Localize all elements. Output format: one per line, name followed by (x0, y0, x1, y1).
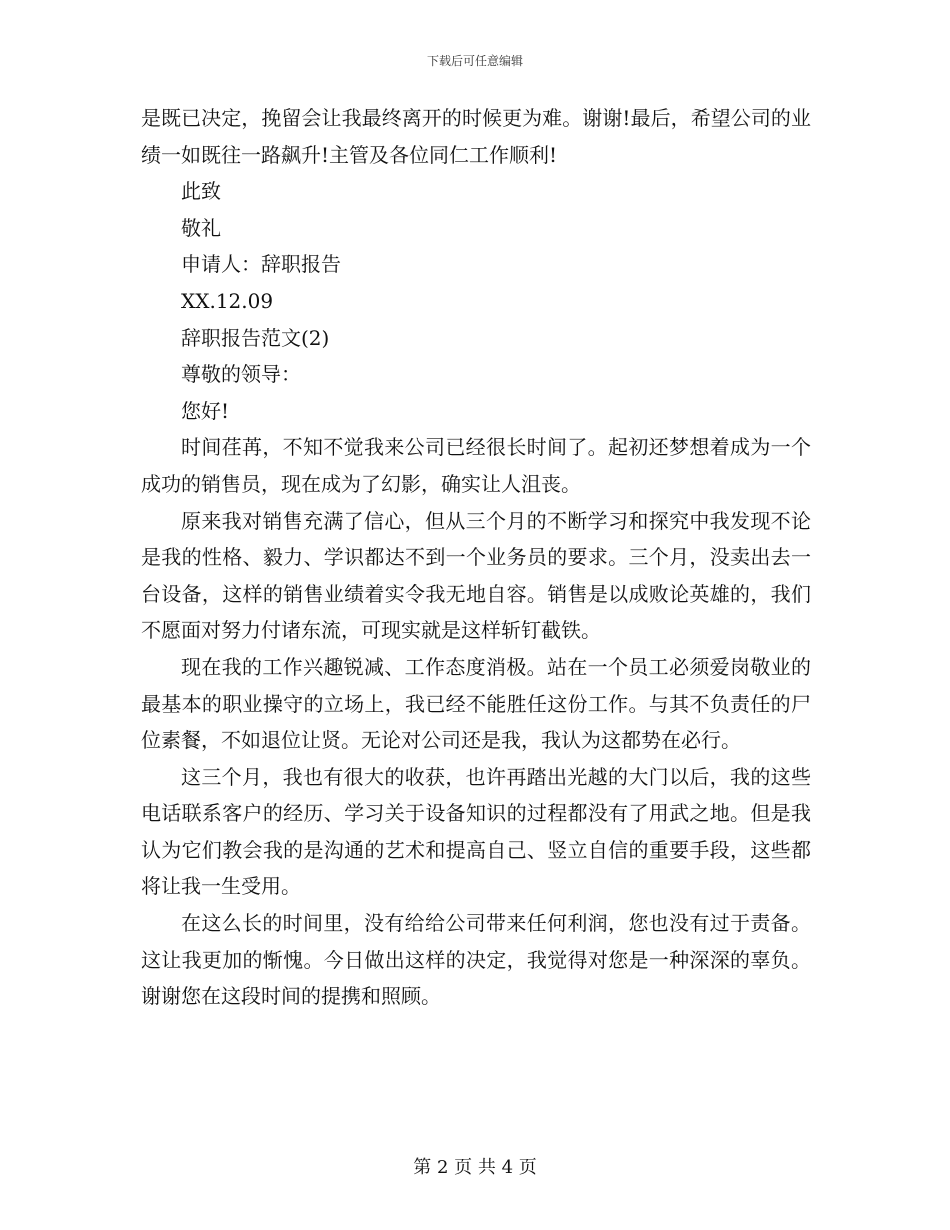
paragraph-gains: 这三个月，我也有很大的收获，也许再踏出光越的大门以后，我的这些电话联系客户的经历、学习关于设备知识的过程都没有了用武之地。但是我认为它们教会我的是沟通的艺术和提高自己、竖立自信的重要手段，这些都将让我一生受用。 (141, 764, 811, 899)
section-title: 辞职报告范文(2) (181, 325, 330, 350)
paragraph-1: 是既已决定，挽留会让我最终离开的时候更为难。谢谢!最后，希望公司的业绩一如既往一路飙升!主管及各位同仁工作顺利! (141, 106, 811, 167)
greeting-hello: 您好! (181, 398, 230, 423)
page-header-note: 下载后可任意编辑 (426, 54, 523, 68)
paragraph-attitude: 现在我的工作兴趣锐减、工作态度消极。站在一个员工必须爱岗敬业的最基本的职业操守的立场上，我已经不能胜任这份工作。与其不负责任的尸位素餐，不如退位让贤。无论对公司还是我，我认为这都势在必行。 (141, 654, 811, 753)
paragraph-sales: 原来我对销售充满了信心，但从三个月的不断学习和探究中我发现不论是我的性格、毅力、学识都达不到一个业务员的要求。三个月，没卖出去一台设备，这样的销售业绩着实令我无地自容。销售是以成败论英雄的，我们不愿面对努力付诸东流，可现实就是这样斩钉截铁。 (141, 508, 811, 643)
date-line: XX.12.09 (181, 288, 274, 313)
page-number: 第 2 页 共 4 页 (413, 1157, 537, 1178)
closing-respect: 敬礼 (181, 215, 221, 240)
paragraph-time: 时间荏苒，不知不觉我来公司已经很长时间了。起初还梦想着成为一个成功的销售员，现在成为了幻影，确实让人沮丧。 (141, 435, 811, 496)
applicant-line: 申请人：辞职报告 (181, 252, 341, 277)
document-body (141, 100, 811, 1015)
greeting-recipient: 尊敬的领导： (181, 362, 301, 387)
paragraph-thanks: 在这么长的时间里，没有给给公司带来任何利润，您也没有过于责备。这让我更加的惭愧。今日做出这样的决定，我觉得对您是一种深深的辜负。谢谢您在这段时间的提携和照顾。 (141, 911, 811, 1009)
closing-salutation: 此致 (181, 179, 221, 204)
